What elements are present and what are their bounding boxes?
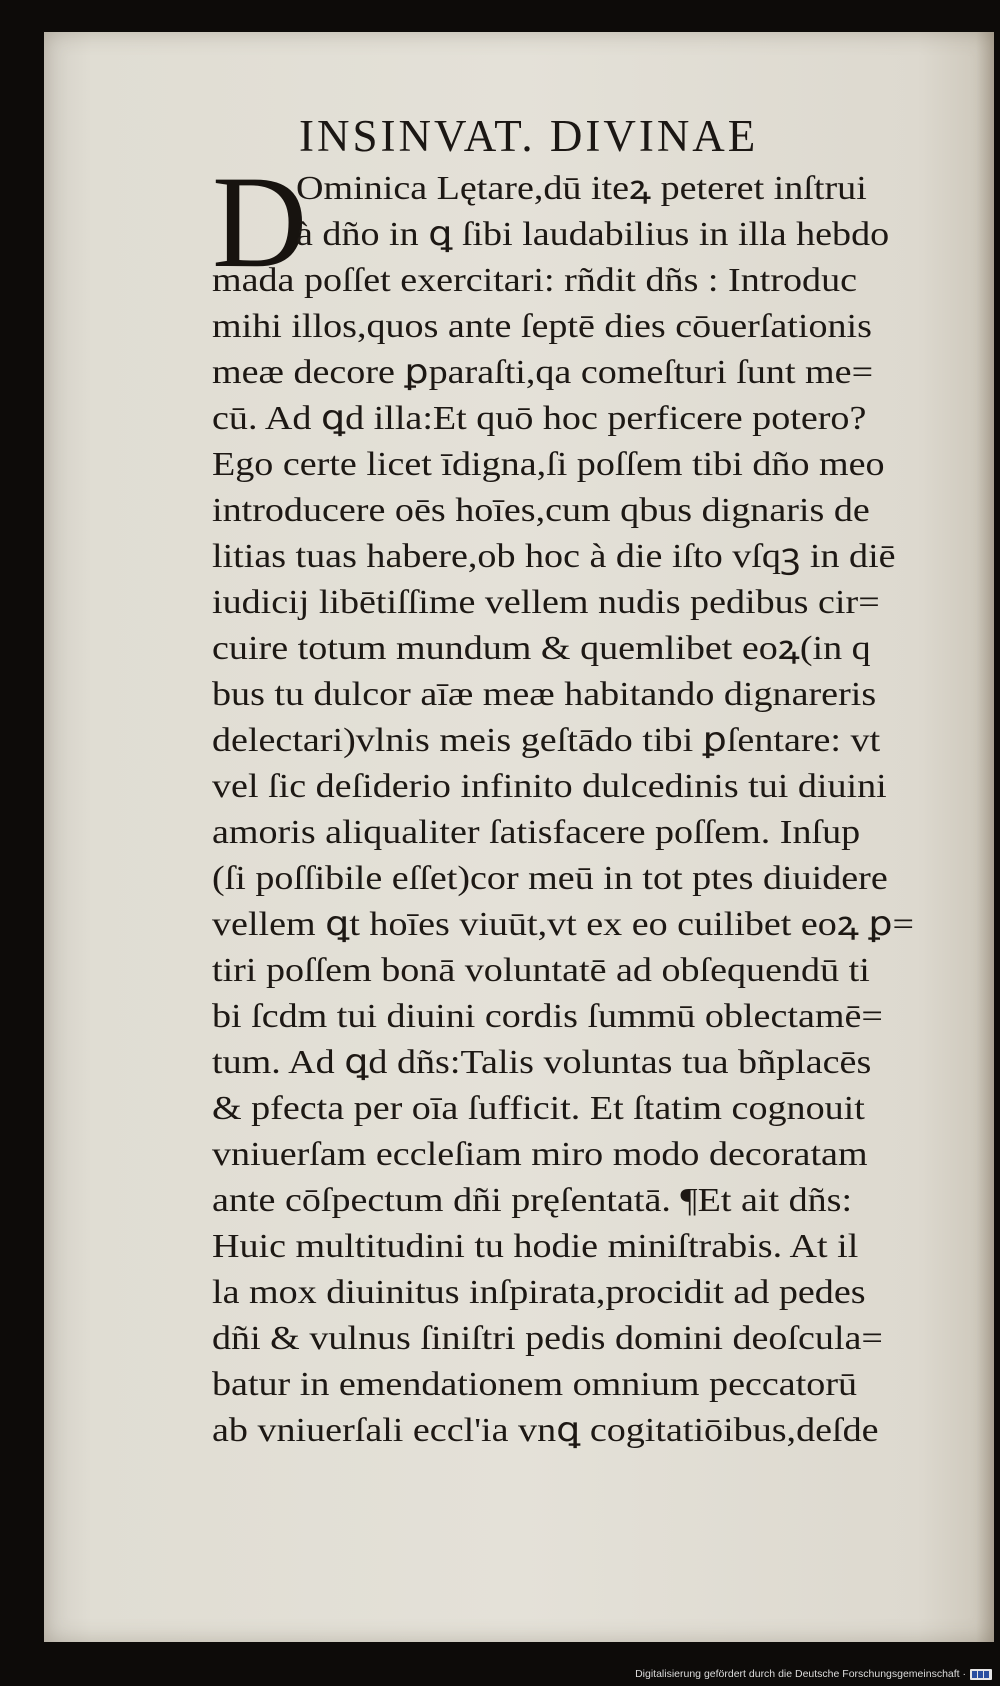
text-line: bi ſcdm tui diuini cordis ſummū oblectamē= — [212, 998, 883, 1035]
text-line: bus tu dulcor aīæ meæ habitando dignareris — [212, 676, 877, 713]
credit-text: Digitalisierung gefördert durch die Deutsche Forschungsgemeinschaft · — [635, 1668, 966, 1680]
text-line: vellem ꝗt hoīes viuūt,vt ex eo cuilibet eoꝝ ꝑ= — [212, 906, 915, 943]
text-line: tiri poſſem bonā voluntatē ad obſequendū ti — [212, 952, 870, 989]
text-line: introducere oēs hoīes,cum qbus dignaris de — [212, 492, 870, 529]
dfg-logo-icon — [970, 1669, 992, 1680]
text-line: (ſi poſſibile eſſet)cor meū in tot ptes diuidere — [212, 860, 888, 897]
text-line: la mox diuinitus inſpirata,procidit ad pedes — [212, 1274, 866, 1311]
text-line: cū. Ad ꝗd illa:Et quō hoc perficere potero? — [212, 400, 867, 437]
text-line: ab vniuerſali eccl'ia vnꝗ cogitatiōibus,deſde — [212, 1412, 879, 1449]
text-line: meæ decore ꝑparaſti,qa comeſturi ſunt me= — [212, 354, 874, 391]
text-line: amoris aliqualiter ſatisfacere poſſem. Inſup — [212, 814, 861, 851]
running-title: INSINVAT. DIVINAE — [299, 111, 759, 161]
text-line: batur in emendationem omnium peccatorū — [212, 1366, 858, 1403]
text-line: tum. Ad ꝗd dñs:Talis voluntas tua bñplacēs — [212, 1044, 872, 1081]
text-line: mihi illos,quos ante ſeptē dies cōuerſationis — [212, 308, 872, 345]
text-line: vel ſic deſiderio infinito dulcedinis tui diuini — [212, 768, 887, 805]
text-line: Ego certe licet īdigna,ſi poſſem tibi dño meo — [212, 446, 885, 483]
text-line: iudicij libētiſſime vellem nudis pedibus cir= — [212, 584, 880, 621]
text-line: Huic multitudini tu hodie miniſtrabis. At il — [212, 1228, 859, 1265]
text-line: à dño in ꝗ ſibi laudabilius in illa hebdo — [296, 216, 890, 253]
page-edge-shadow — [976, 32, 994, 1642]
text-block — [212, 148, 964, 1496]
text-line: cuire totum mundum & quemlibet eoꝝ(in q — [212, 630, 871, 667]
drop-cap-initial: D — [212, 148, 308, 295]
digitization-credit — [635, 1668, 992, 1680]
book-page — [44, 32, 994, 1642]
text-line: litias tuas habere,ob hoc à die iſto vſqꝫ in diē — [212, 538, 896, 575]
text-line: ante cōſpectum dñi pręſentatā. ¶Et ait dñs: — [212, 1182, 853, 1219]
text-line: dñi & vulnus ſiniſtri pedis domini deoſcula= — [212, 1320, 883, 1357]
text-line: delectari)vlnis meis geſtādo tibi ꝑſentare: vt — [212, 722, 881, 759]
text-line: & pfecta per oīa ſufficit. Et ſtatim cognouit — [212, 1090, 865, 1127]
text-line: mada poſſet exercitari: rñdit dñs : Introduc — [212, 262, 858, 299]
text-line: vniuerſam eccleſiam miro modo decoratam — [212, 1136, 868, 1173]
text-line: Ominica Lętare,dū iteꝝ peteret inſtrui — [296, 170, 867, 207]
